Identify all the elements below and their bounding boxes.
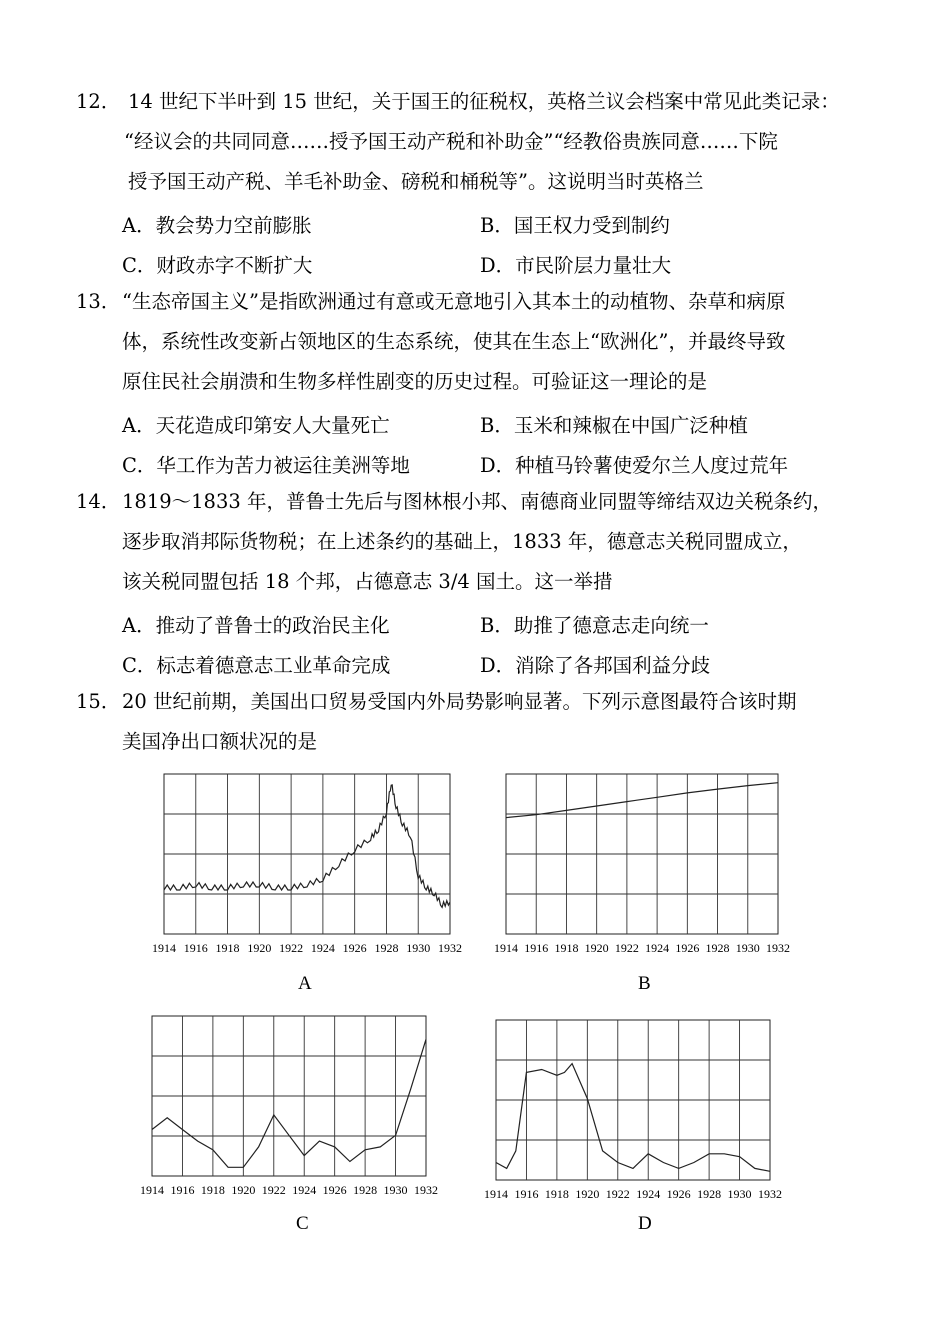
stem-line: 1819～1833 年，普鲁士先后与图林根小邦、南德商业同盟等缔结双边关税条约， bbox=[122, 490, 832, 513]
x-tick-label: 1916 bbox=[170, 1183, 195, 1197]
x-tick-label: 1930 bbox=[727, 1187, 752, 1201]
x-tick-label: 1916 bbox=[524, 941, 549, 955]
x-tick-label: 1916 bbox=[183, 941, 208, 955]
stem-line: 授予国王动产税、羊毛补助金、磅税和桶税等”。这说明当时英格兰 bbox=[128, 170, 704, 193]
question-number: 13． bbox=[76, 290, 121, 313]
x-tick-label: 1924 bbox=[645, 941, 670, 955]
x-tick-label: 1914 bbox=[152, 941, 176, 955]
chart-b-svg bbox=[492, 772, 802, 962]
x-tick-label: 1926 bbox=[322, 1183, 347, 1197]
x-tick-label: 1928 bbox=[705, 941, 730, 955]
x-tick-label: 1926 bbox=[342, 941, 367, 955]
series-line bbox=[164, 785, 450, 908]
option-b[interactable]: B．玉米和辣椒在中国广泛种植 bbox=[480, 414, 748, 437]
question-number: 12． bbox=[76, 90, 121, 113]
option-c[interactable]: C．标志着德意志工业革命完成 bbox=[122, 654, 391, 677]
x-tick-label: 1920 bbox=[247, 941, 272, 955]
option-a[interactable]: A．教会势力空前膨胀 bbox=[122, 214, 312, 237]
question-stem bbox=[122, 482, 882, 602]
question-stem bbox=[122, 282, 882, 402]
x-tick-label: 1914 bbox=[140, 1183, 164, 1197]
x-tick-label: 1920 bbox=[584, 941, 609, 955]
x-tick-label: 1914 bbox=[484, 1187, 508, 1201]
x-tick-label: 1928 bbox=[374, 941, 399, 955]
stem-line: 美国净出口额状况的是 bbox=[122, 730, 318, 753]
x-tick-label: 1930 bbox=[735, 941, 760, 955]
x-tick-label: 1922 bbox=[261, 1183, 286, 1197]
x-tick-label: 1924 bbox=[292, 1183, 317, 1197]
stem-line: 20 世纪前期，美国出口贸易受国内外局势影响显著。下列示意图最符合该时期 bbox=[122, 690, 797, 713]
stem-line: 体，系统性改变新占领地区的生态系统，使其在生态上“欧洲化”，并最终导致 bbox=[122, 330, 786, 353]
option-d[interactable]: D．市民阶层力量壮大 bbox=[480, 254, 672, 277]
x-tick-label: 1918 bbox=[215, 941, 240, 955]
option-a[interactable]: A．推动了普鲁士的政治民主化 bbox=[122, 614, 390, 637]
question-number: 14． bbox=[76, 490, 121, 513]
option-c[interactable]: C．财政赤字不断扩大 bbox=[122, 254, 313, 277]
option-b[interactable]: B．国王权力受到制约 bbox=[480, 214, 670, 237]
x-tick-label: 1932 bbox=[414, 1183, 438, 1197]
stem-line: 14 世纪下半叶到 15 世纪，关于国王的征税权，英格兰议会档案中常见此类记录： bbox=[128, 90, 840, 113]
question-stem bbox=[124, 82, 876, 202]
x-tick-label: 1914 bbox=[494, 941, 518, 955]
x-tick-label: 1930 bbox=[406, 941, 431, 955]
stem-line: 原住民社会崩溃和生物多样性剧变的历史过程。可验证这一理论的是 bbox=[122, 370, 708, 393]
option-a[interactable]: A．天花造成印第安人大量死亡 bbox=[122, 414, 390, 437]
x-tick-label: 1924 bbox=[310, 941, 335, 955]
option-d[interactable]: D．消除了各邦国利益分歧 bbox=[480, 654, 711, 677]
x-tick-label: 1928 bbox=[697, 1187, 722, 1201]
chart-d-svg bbox=[484, 1018, 794, 1208]
chart-grid bbox=[496, 1020, 770, 1180]
x-tick-label: 1930 bbox=[383, 1183, 408, 1197]
x-tick-label: 1918 bbox=[544, 1187, 569, 1201]
x-tick-label: 1920 bbox=[575, 1187, 600, 1201]
x-tick-label: 1918 bbox=[554, 941, 579, 955]
x-tick-label: 1916 bbox=[514, 1187, 539, 1201]
x-tick-label: 1920 bbox=[231, 1183, 256, 1197]
chart-a[interactable] bbox=[152, 772, 462, 962]
chart-c-label: C bbox=[296, 1213, 309, 1234]
option-c[interactable]: C．华工作为苦力被运往美洲等地 bbox=[122, 454, 410, 477]
stem-line: 逐步取消邦际货物税；在上述条约的基础上，1833 年，德意志关税同盟成立， bbox=[122, 530, 802, 553]
chart-c-svg bbox=[140, 1014, 450, 1204]
x-tick-label: 1922 bbox=[614, 941, 639, 955]
x-tick-label: 1922 bbox=[279, 941, 304, 955]
x-tick-label: 1922 bbox=[605, 1187, 630, 1201]
chart-a-label: A bbox=[298, 973, 312, 994]
series-line bbox=[496, 1064, 770, 1172]
chart-a-svg bbox=[152, 772, 462, 962]
chart-c[interactable] bbox=[140, 1014, 450, 1204]
chart-grid bbox=[152, 1016, 426, 1176]
stem-line: 该关税同盟包括 18 个邦，占德意志 3/4 国土。这一举措 bbox=[122, 570, 613, 593]
chart-grid bbox=[506, 774, 778, 934]
chart-d-label: D bbox=[638, 1213, 652, 1234]
option-d[interactable]: D．种植马铃薯使爱尔兰人度过荒年 bbox=[480, 454, 789, 477]
question-number: 15． bbox=[76, 690, 121, 713]
question-stem bbox=[122, 682, 882, 762]
option-b[interactable]: B．助推了德意志走向统一 bbox=[480, 614, 709, 637]
x-tick-label: 1932 bbox=[766, 941, 790, 955]
stem-line: “生态帝国主义”是指欧洲通过有意或无意地引入其本土的动植物、杂草和病原 bbox=[122, 290, 786, 313]
x-tick-label: 1926 bbox=[666, 1187, 691, 1201]
x-tick-label: 1924 bbox=[636, 1187, 661, 1201]
x-tick-label: 1926 bbox=[675, 941, 700, 955]
series-line bbox=[506, 783, 778, 818]
series-line bbox=[152, 1039, 426, 1167]
chart-b[interactable] bbox=[492, 772, 802, 962]
x-tick-label: 1928 bbox=[353, 1183, 378, 1197]
x-tick-label: 1932 bbox=[758, 1187, 782, 1201]
chart-d[interactable] bbox=[484, 1018, 794, 1208]
x-tick-label: 1932 bbox=[438, 941, 462, 955]
x-tick-label: 1918 bbox=[200, 1183, 225, 1197]
chart-b-label: B bbox=[638, 973, 651, 994]
chart-grid bbox=[164, 774, 450, 934]
stem-line: “经议会的共同同意……授予国王动产税和补助金”“经教俗贵族同意……下院 bbox=[124, 130, 778, 153]
